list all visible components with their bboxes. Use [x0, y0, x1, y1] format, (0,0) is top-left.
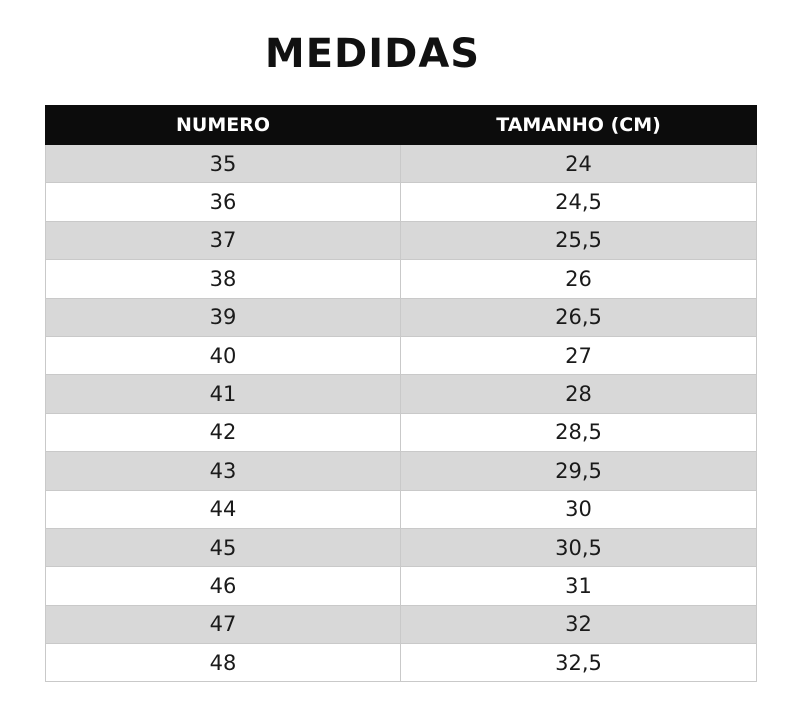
cell-tamanho: 32,5: [401, 644, 757, 682]
cell-numero: 47: [46, 605, 401, 643]
table-row: [46, 490, 757, 528]
cell-numero: 44: [46, 490, 401, 528]
table-body: [46, 145, 757, 682]
column-header-tamanho: TAMANHO (CM): [401, 106, 757, 145]
size-table: [45, 105, 757, 682]
cell-tamanho: 27: [401, 336, 757, 374]
cell-numero: 41: [46, 375, 401, 413]
cell-tamanho: 32: [401, 605, 757, 643]
table-row: [46, 260, 757, 298]
table-row: [46, 221, 757, 259]
table-row: [46, 145, 757, 183]
table-row: [46, 375, 757, 413]
cell-tamanho: 24,5: [401, 183, 757, 221]
cell-tamanho: 26: [401, 260, 757, 298]
table-row: [46, 528, 757, 566]
cell-numero: 35: [46, 145, 401, 183]
cell-numero: 46: [46, 567, 401, 605]
column-header-numero: NUMERO: [46, 106, 401, 145]
cell-tamanho: 29,5: [401, 452, 757, 490]
cell-numero: 42: [46, 413, 401, 451]
cell-numero: 39: [46, 298, 401, 336]
cell-tamanho: 30,5: [401, 528, 757, 566]
table-row: [46, 567, 757, 605]
cell-tamanho: 30: [401, 490, 757, 528]
cell-numero: 36: [46, 183, 401, 221]
cell-tamanho: 28: [401, 375, 757, 413]
table-row: [46, 452, 757, 490]
table-row: [46, 605, 757, 643]
table-header: [46, 106, 757, 145]
page-title: MEDIDAS: [264, 31, 481, 77]
cell-numero: 48: [46, 644, 401, 682]
header-row: [46, 106, 757, 145]
table-row: [46, 413, 757, 451]
cell-numero: 37: [46, 221, 401, 259]
cell-tamanho: 31: [401, 567, 757, 605]
table-row: [46, 644, 757, 682]
cell-tamanho: 28,5: [401, 413, 757, 451]
cell-numero: 38: [46, 260, 401, 298]
cell-numero: 40: [46, 336, 401, 374]
table-row: [46, 336, 757, 374]
cell-numero: 45: [46, 528, 401, 566]
table-row: [46, 183, 757, 221]
cell-tamanho: 25,5: [401, 221, 757, 259]
cell-numero: 43: [46, 452, 401, 490]
table-row: [46, 298, 757, 336]
cell-tamanho: 24: [401, 145, 757, 183]
cell-tamanho: 26,5: [401, 298, 757, 336]
